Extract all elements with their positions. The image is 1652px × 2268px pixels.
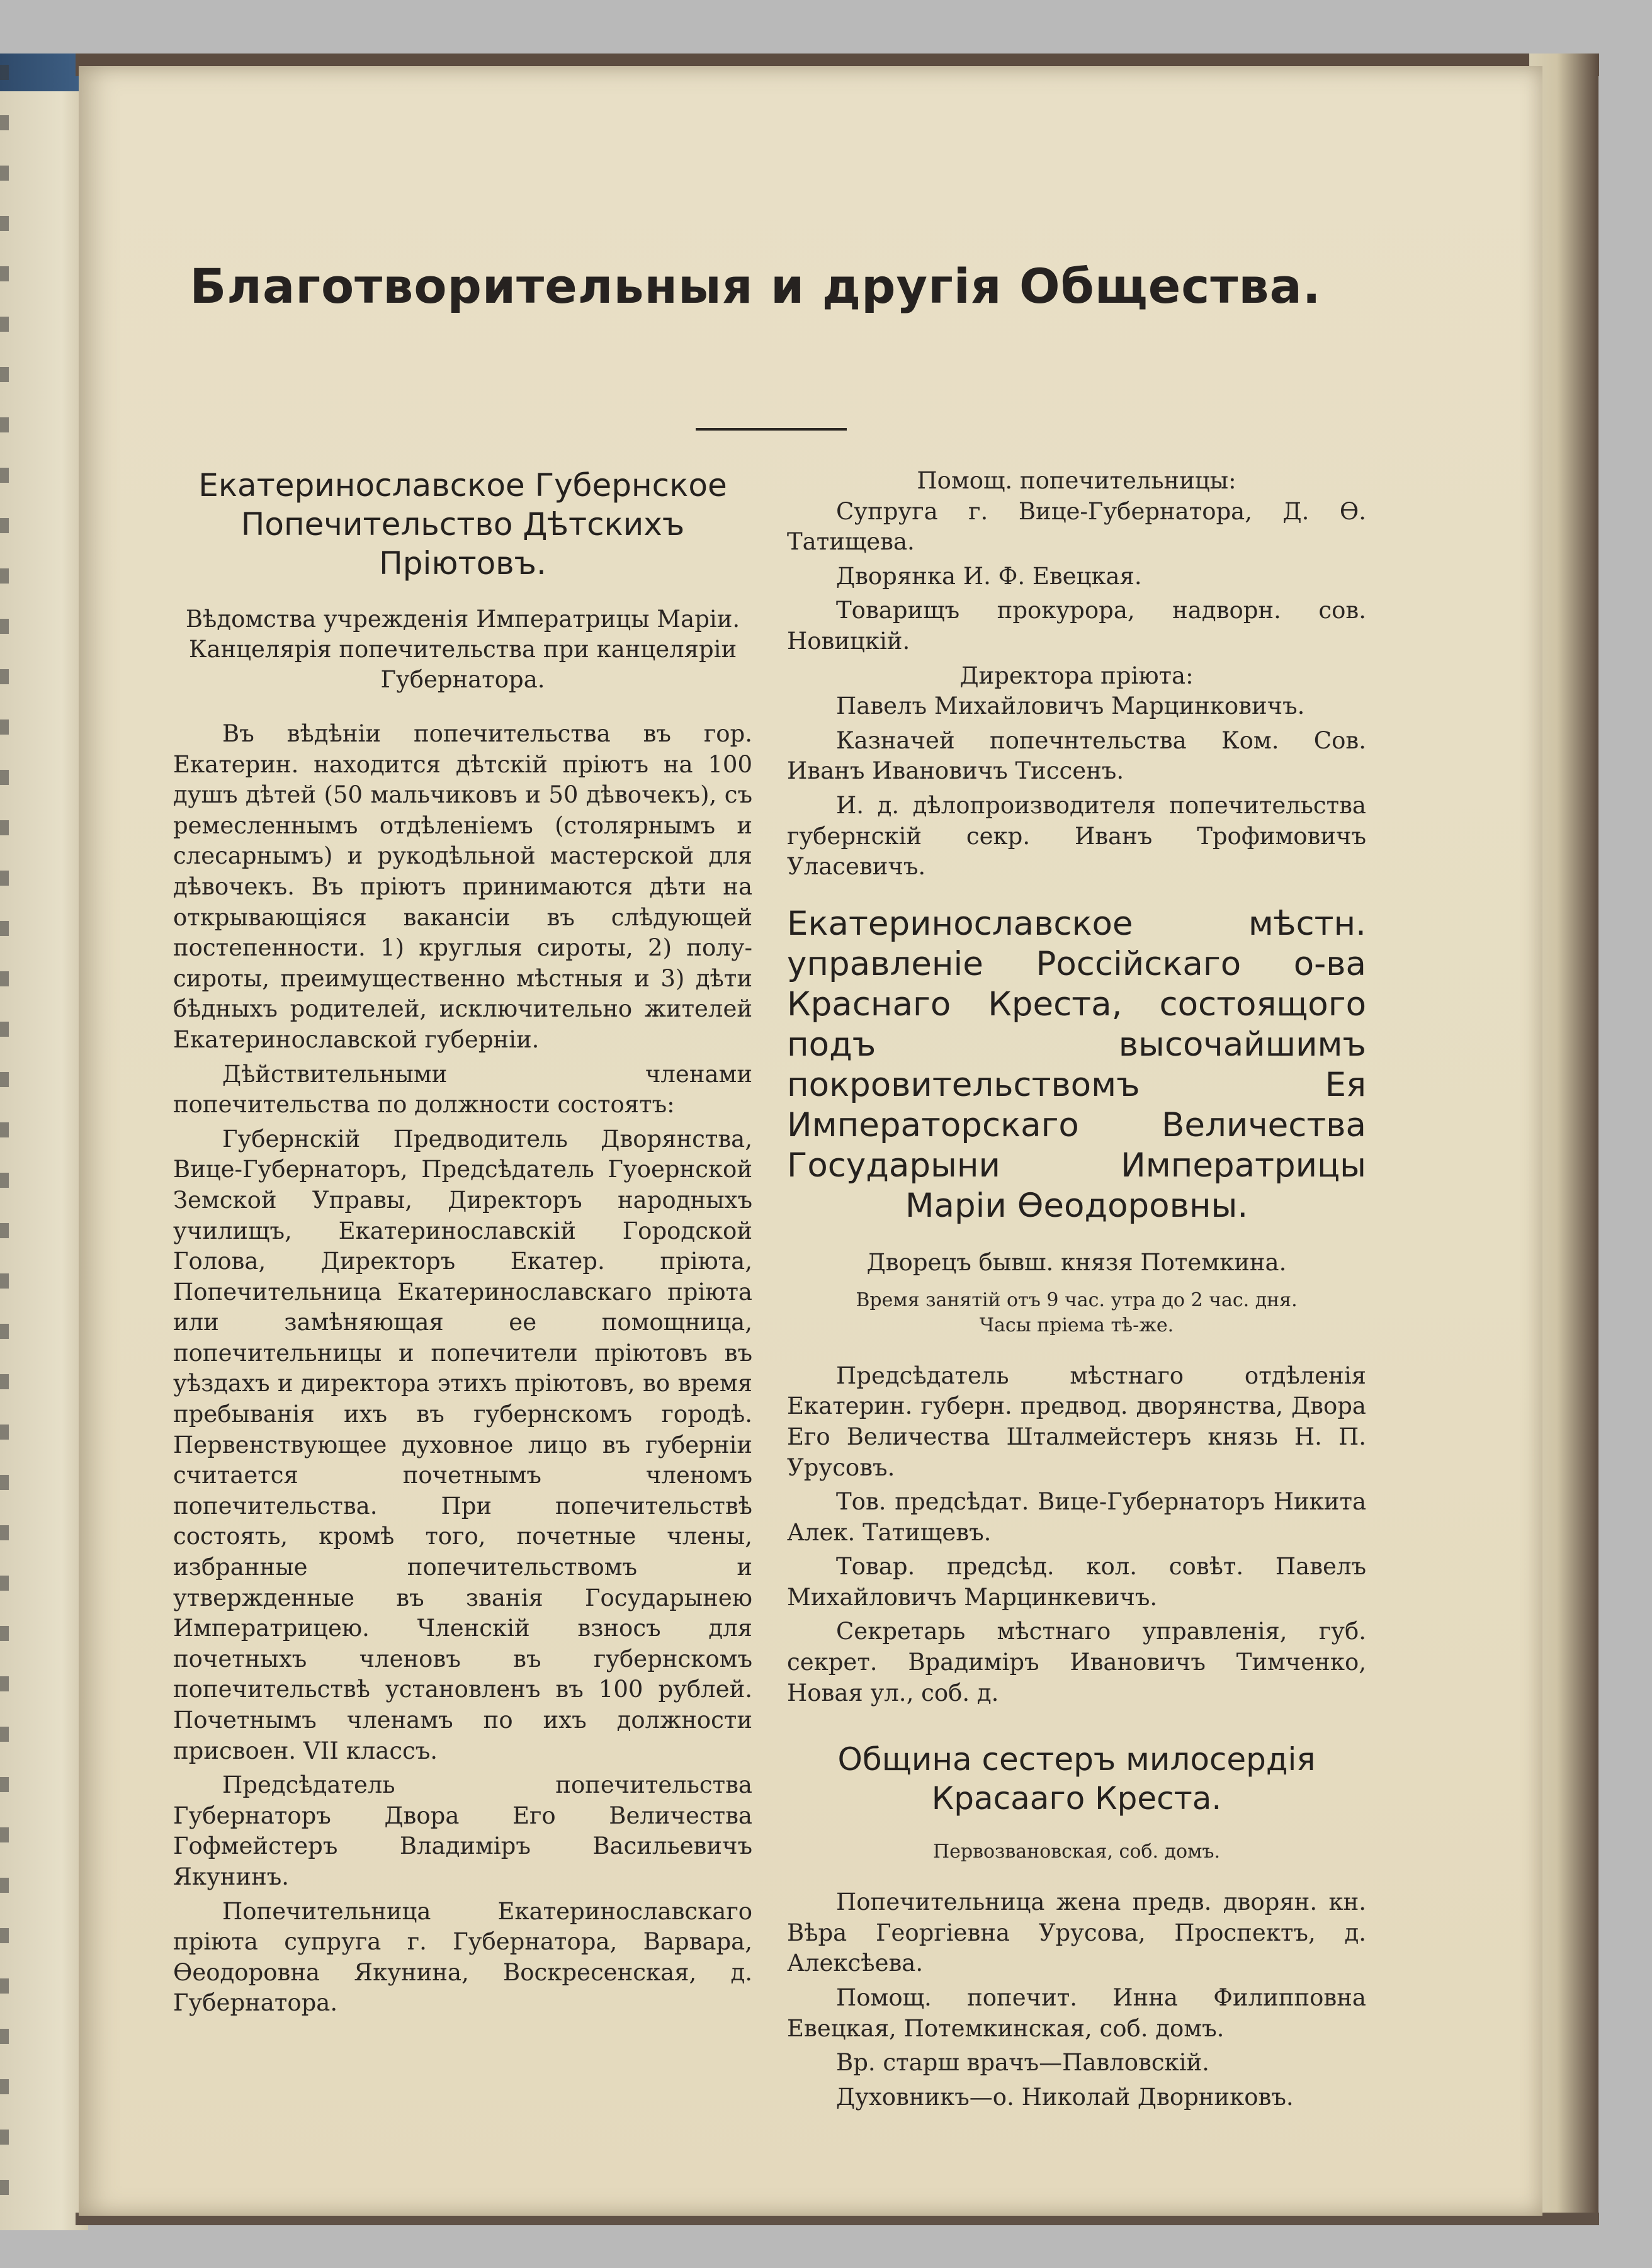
section-address: Первозвановская, соб. домъ.	[932, 1841, 1221, 1863]
paragraph: Попечительница Екатеринославскаго пріюта супруга г. Губернатора, Варвара, Ѳеодоровна Якунина, Воскресенская, д. Губернатора.	[173, 1897, 752, 2017]
section-subtitle: Дворецъ бывш. князя Потемкина.	[866, 1248, 1287, 1276]
paragraph: Павелъ Михайловичъ Марцинковичъ.	[836, 692, 1305, 720]
paragraph: Предсѣдатель мѣстнаго отдѣленія Екатерин. губерн. предвод. дворянства, Двора Его Величества Шталмейстеръ князь Н. П. Урусовъ.	[787, 1362, 1366, 1481]
paragraph: Въ вѣдѣніи попечительства въ гор. Екатерин. находится дѣтскій пріютъ на 100 душъ дѣтей (50 мальчиковъ и 50 дѣвочекъ), съ ремесленнымъ отдѣленіемъ (столярнымъ и слесарнымъ) и рукодѣльной мастерской для дѣвочекъ. Въ пріютъ принимаются дѣти на открывающіяся вакансіи въ слѣдующей постепенности. 1) круглыя сироты, 2) полу-сироты, преимущественно мѣстныя и 3) дѣти бѣдныхъ родителей, исключительно жителей Екатеринославской губерніи.	[173, 720, 752, 1053]
hours-note: Время занятій отъ 9 час. утра до 2 час. дня.	[856, 1289, 1298, 1311]
section-subtitle: Вѣдомства учрежденія Императрицы Маріи. Канцелярія попечительства при канцеляріи Губернатора.	[185, 606, 740, 693]
paragraph: Товар. предсѣд. кол. совѣт. Павелъ Михайловичъ Марцинкевичъ.	[787, 1553, 1366, 1611]
paragraph: И. д. дѣлопроизводителя попечительства губернскій секр. Иванъ Трофимовичъ Уласевичъ.	[787, 791, 1366, 881]
right-column	[787, 466, 1366, 2116]
paragraph: Вр. старш врачъ—Павловскій.	[836, 2049, 1209, 2077]
paragraph: Тов. предсѣдат. Вице-Губернаторъ Никита Алек. Татищевъ.	[787, 1488, 1366, 1546]
paragraph: Дворянка И. Ф. Евецкая.	[836, 562, 1142, 590]
paragraph: Губернскій Предводитель Дворянства, Вице-Губернаторъ, Предсѣдатель Гуоернской Земской Управы, Директоръ народныхъ училищъ, Екатеринославскій Городской Голова, Директоръ Екатер. пріюта, Попечительница Екатеринославскаго пріюта или замѣняющая ее помощница, попечительницы и попечители пріютовъ въ уѣздахъ и директора этихъ пріютовъ, во время пребыванія ихъ въ губернскомъ городѣ. Первенствующее духовное лицо въ губерніи считается почетнымъ членомъ попечительства. При попечительствѣ состоять, кромѣ того, почетные члены, избранные попечительствомъ и утвержденные въ званія Государынею Императрицею. Членскій взносъ для почетныхъ членовъ въ губернскомъ попечительствѣ установленъ въ 100 рублей. Почетнымъ членамъ по ихъ должности присвоен. VII классъ.	[173, 1125, 752, 1764]
paragraph: Супруга г. Вице-Губернатора, Д. Ѳ. Татищева.	[787, 497, 1366, 556]
paragraph: Помощ. попечит. Инна Филипповна Евецкая, Потемкинская, соб. домъ.	[787, 1984, 1366, 2042]
paragraph: Попечительница жена предв. дворян. кн. Вѣра Георгіевна Урусова, Проспектъ, д. Алексѣева.	[787, 1888, 1366, 1977]
reception-note: Часы пріема тѣ-же.	[979, 1314, 1174, 1336]
adjacent-page-edge	[0, 65, 9, 2230]
page-title: Благотворительныя и другія Общества.	[190, 258, 1321, 314]
subheading-directors: Директора пріюта:	[959, 662, 1194, 689]
subheading-assistants: Помощ. попечительницы:	[917, 467, 1236, 494]
section-title-orphanages: Екатеринославское Губернское Попечительство Дѣтскихъ Пріютовъ.	[198, 467, 727, 582]
left-column	[173, 466, 752, 2023]
title-rule	[696, 428, 847, 431]
paragraph: Духовникъ—о. Николай Дворниковъ.	[836, 2083, 1294, 2111]
paragraph: Дѣйствительными членами попечительства по должности состоятъ:	[173, 1060, 752, 1119]
book-left-edge	[0, 54, 88, 2230]
paragraph: Товарищъ прокурора, надворн. сов. Новицкій.	[787, 597, 1366, 655]
paragraph: Предсѣдатель попечительства Губернаторъ Двора Его Величества Гофмейстеръ Владиміръ Васильевичъ Якунинъ.	[173, 1771, 752, 1890]
section-title-sisters: Община сестеръ милосердія Красааго Креста.	[837, 1741, 1316, 1817]
section-title-red-cross: Екатеринославское мѣстн. управленіе Россійскаго о-ва Краснаго Креста, состоящого подъ высочайшимъ покровительствомъ Ея Императорскаго Величества Государыни Императрицы Маріи Ѳеодоровны.	[787, 904, 1366, 1225]
paragraph: Секретарь мѣстнаго управленія, губ. секрет. Врадиміръ Ивановичъ Тимченко, Новая ул., соб. д.	[787, 1618, 1366, 1707]
paragraph: Казначей попечнтельства Ком. Сов. Иванъ Ивановичъ Тиссенъ.	[787, 726, 1366, 785]
